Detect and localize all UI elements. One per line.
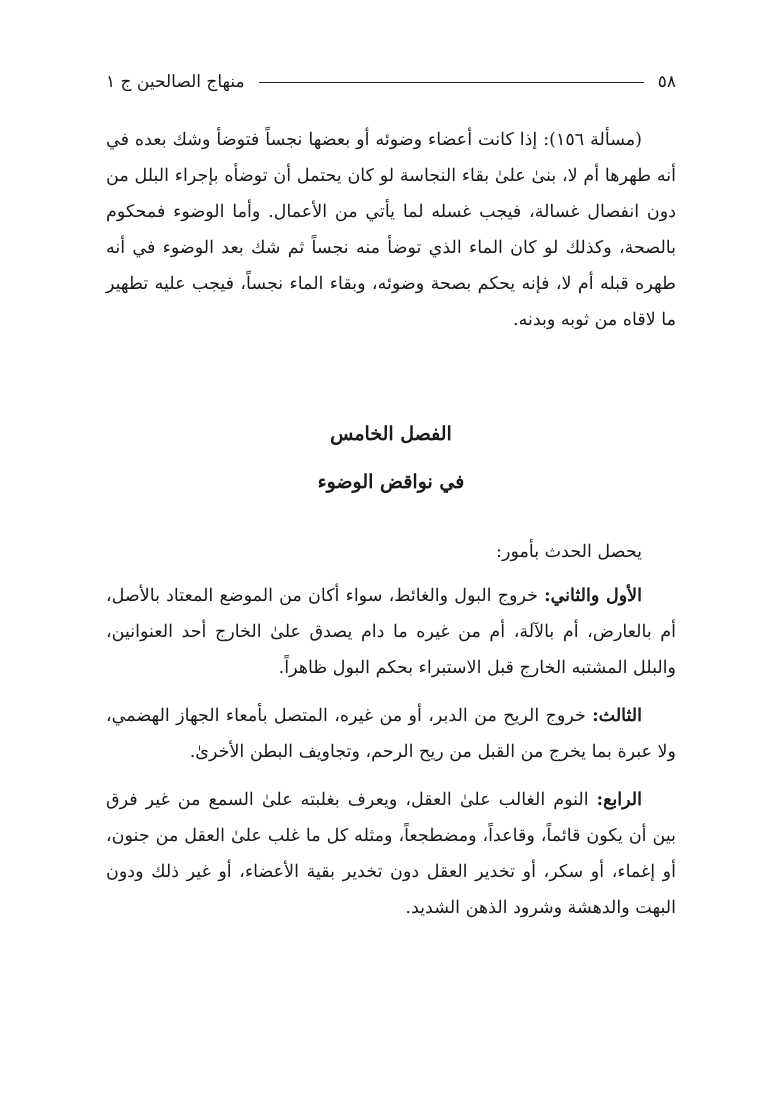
item-text: النوم الغالب علىٰ العقل، ويعرف بغلبته علىٰ السمع من غير فرق بين أن يكون قائماً، وقاعداً، ومضطجعاً، ومثله كل ما غلب علىٰ العقل من جنون، أو إغماء، أو سكر، أو تخدير العقل دون تخدير بقية الأعضاء، أو غير ذلك ودون البهت والدهشة وشرود الذهن الشديد. — [106, 790, 676, 918]
item-lead: الأول والثاني: — [544, 586, 643, 606]
chapter-subheading: في نواقض الوضوء — [317, 471, 465, 493]
item-lead: الرابع: — [596, 790, 642, 810]
item-text: خروج الريح من الدبر، أو من غيره، المتصل بأمعاء الجهاز الهضمي، ولا عبرة بما يخرج من القبل من ريح الرحم، وتجاويف البطن الأخرىٰ. — [106, 706, 676, 762]
running-header — [106, 72, 676, 92]
header-rule — [259, 82, 644, 83]
list-item — [106, 578, 676, 686]
chapter-headings — [106, 416, 676, 500]
nullifiers-list — [106, 578, 676, 938]
item-lead: الثالث: — [592, 706, 642, 726]
book-title: منهاج الصالحين ج ١ — [106, 72, 245, 92]
issue-text: (مسألة ١٥٦): إذا كانت أعضاء وضوئه أو بعضها نجساً فتوضأ وشك بعده في أنه طهرها أم لا، بنىٰ علىٰ بقاء النجاسة لو كان يحتمل أن توضأه بإجراء البلل من دون انفصال غسالة، فيجب غسله لما يأتي من الأعمال. وأما الوضوء فمحكوم بالصحة، وكذلك لو كان الماء الذي توضأ منه نجساً ثم شك بعد الوضوء في أنه طهره قبله أم لا، فإنه يحكم بصحة وضوئه، وبقاء الماء نجساً، فيجب عليه تطهير ما لاقاه من ثوبه وبدنه. — [106, 130, 676, 330]
page-number: ٥٨ — [657, 72, 676, 92]
issue-paragraph — [106, 122, 676, 338]
intro-block — [106, 534, 676, 570]
intro-paragraph: يحصل الحدث بأمور: — [496, 542, 642, 562]
issue-paragraph-block — [106, 122, 676, 338]
list-item — [106, 782, 676, 926]
item-text: خروج البول والغائط، سواء أكان من الموضع المعتاد بالأصل، أم بالعارض، أم بالآلة، أم من غيره ما دام يصدق علىٰ الخارج أحد العنوانين، والبلل المشتبه الخارج قبل الاستبراء بحكم البول ظاهراً. — [106, 586, 676, 678]
chapter-heading: الفصل الخامس — [330, 423, 452, 445]
list-item — [106, 698, 676, 770]
